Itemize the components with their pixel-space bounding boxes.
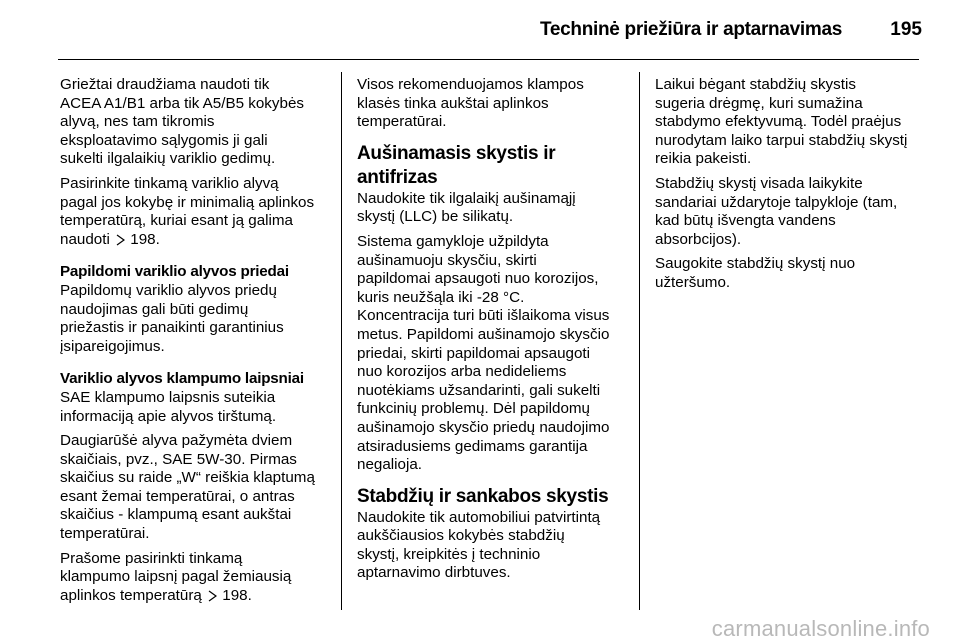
page-reference[interactable]: 198. — [130, 230, 160, 248]
column-3 — [655, 76, 927, 299]
text-line: sukelti ilgalaikių variklio gedimų. — [60, 150, 276, 168]
paragraph — [357, 76, 629, 132]
text-line: Papildomų variklio alyvos priedų — [60, 281, 277, 299]
text-line: funkcinių problemų. Dėl papildomų — [357, 400, 591, 418]
text-line: absorbcijos). — [655, 230, 742, 248]
page-title: Techninė priežiūra ir aptarnavimas — [539, 19, 842, 40]
text-line: reikia pakeisti. — [655, 150, 752, 168]
text-line: Stabdžių skystį visada laikykite — [655, 174, 863, 192]
paragraph — [60, 175, 332, 249]
text-line: priedai, skirti papildomai apsaugoti — [357, 344, 591, 362]
section-heading: Papildomi variklio alyvos priedai — [60, 263, 289, 281]
column-2 — [357, 76, 629, 589]
paragraph-lines — [60, 550, 332, 587]
text-line: Pasirinkite tinkamą variklio alyvą — [60, 174, 279, 192]
text-line: nuo korozijos arba nedideliems — [357, 363, 567, 381]
text-line: nurodytam laiko tarpui stabdžių skystį — [655, 131, 908, 149]
column-divider — [341, 72, 342, 610]
text-line: naudojimas gali būti gedimų — [60, 300, 249, 318]
text-line: skaičiais, pvz., SAE 5W-30. Pirmas — [60, 450, 297, 468]
text-line: ACEA A1/B1 arba tik A5/B5 kokybės — [60, 94, 304, 112]
text-line: nuotėkiams užsandarinti, gali sukelti — [357, 381, 601, 399]
ref-arrow-icon — [114, 231, 126, 250]
text-line: pagal jos kokybę ir minimalią aplinkos — [60, 193, 315, 211]
section-heading: Variklio alyvos klampumo laipsniai — [60, 370, 304, 388]
paragraph — [655, 175, 927, 249]
text-line: metus. Papildomi aušinamojo skysčio — [357, 325, 610, 343]
text-line: SAE klampumo laipsnis suteikia — [60, 388, 276, 406]
text-line: temperatūrai. — [60, 525, 150, 543]
text-line: negalioja. — [357, 456, 423, 474]
text-line: informaciją apie alyvos tirštumą. — [60, 407, 277, 425]
paragraph — [655, 255, 927, 292]
text-line: užteršumo. — [655, 273, 731, 291]
text-fragment: aplinkos temperatūrą — [60, 586, 207, 604]
text-line: stabdymo efektyvumą. Todėl praėjus — [655, 113, 902, 131]
text-line: skaičius - klampumą esant aukštai — [60, 506, 292, 524]
paragraph-lines — [60, 175, 332, 231]
text-line: klasės tinka aukštai aplinkos — [357, 94, 549, 112]
text-line: Prašome pasirinkti tinkamą — [60, 549, 243, 567]
page-header — [0, 0, 960, 60]
text-line: aptarnavimo dirbtuves. — [357, 564, 511, 582]
text-line: papildomai apsaugoti nuo korozijos, — [357, 270, 599, 288]
text-line: Naudokite tik ilgalaikį aušinamąjį — [357, 189, 576, 207]
page-reference[interactable]: 198. — [222, 586, 252, 604]
text-line: skystį (LLC) be silikatų. — [357, 208, 514, 226]
text-line: sugeria drėgmę, kuri sumažina — [655, 94, 863, 112]
text-line: Saugokite stabdžių skystį nuo — [655, 255, 856, 273]
text-line: alyvą, nes tam tikromis — [60, 113, 215, 131]
text-line: skystį, kreipkitės į techninio — [357, 545, 541, 563]
text-line: klampumo laipsnį pagal žemiausią — [60, 568, 292, 586]
text-line: sandariai uždarytoje talpykloje (tam, — [655, 193, 898, 211]
section-heading: Stabdžių ir sankabos skystis — [357, 485, 609, 507]
watermark: carmanualsonline.info — [711, 616, 930, 641]
text-line: eksploatavimo sąlygomis ji gali — [60, 131, 268, 149]
text-line: Koncentracija turi būti išlaikoma visus — [357, 307, 610, 325]
text-line — [60, 587, 332, 606]
header-divider — [58, 59, 919, 60]
text-line: priežastis ir panaikinti garantinius — [60, 319, 284, 337]
text-line: esant žemai temperatūrai, o antras — [60, 487, 295, 505]
text-line: temperatūrą, kuriai esant ją galima — [60, 212, 293, 230]
text-line: Griežtai draudžiama naudoti tik — [60, 76, 270, 93]
text-line: atsiradusiems gedimams garantija — [357, 437, 588, 455]
text-line: Laikui bėgant stabdžių skystis — [655, 76, 856, 93]
text-line — [60, 231, 332, 250]
text-line: aukščiausios kokybės stabdžių — [357, 527, 565, 545]
text-line: skaičius su raide „W“ reiškia klaptumą — [60, 469, 315, 487]
paragraph — [357, 233, 629, 475]
text-line: aušinamuoju skysčiu, skirti — [357, 251, 537, 269]
text-line: aušinamojo skysčio priedų naudojimo — [357, 418, 610, 436]
page-number: 195 — [890, 19, 922, 40]
paragraph — [60, 550, 332, 606]
column-divider — [639, 72, 640, 610]
text-line: Daugiarūšė alyva pažymėta dviem — [60, 432, 293, 450]
text-line: Naudokite tik automobiliui patvirtintą — [357, 508, 601, 526]
text-line: temperatūrai. — [357, 113, 447, 131]
paragraph — [357, 509, 629, 583]
text-line: Visos rekomenduojamos klampos — [357, 76, 584, 93]
text-line: Sistema gamykloje užpildyta — [357, 232, 549, 250]
column-1 — [60, 76, 332, 611]
paragraph — [60, 76, 332, 169]
ref-arrow-icon — [206, 587, 218, 606]
text-line: įsipareigojimus. — [60, 337, 165, 355]
paragraph — [655, 76, 927, 169]
paragraph — [60, 389, 332, 426]
text-fragment: naudoti — [60, 230, 115, 248]
text-line: kad būtų išvengta vandens — [655, 212, 836, 230]
paragraph — [60, 432, 332, 544]
text-line: kuris neužšąla iki -28 °C. — [357, 288, 525, 306]
paragraph — [60, 282, 332, 356]
paragraph — [357, 190, 629, 227]
section-heading: Aušinamasis skystis ir antifrizas — [357, 142, 556, 188]
